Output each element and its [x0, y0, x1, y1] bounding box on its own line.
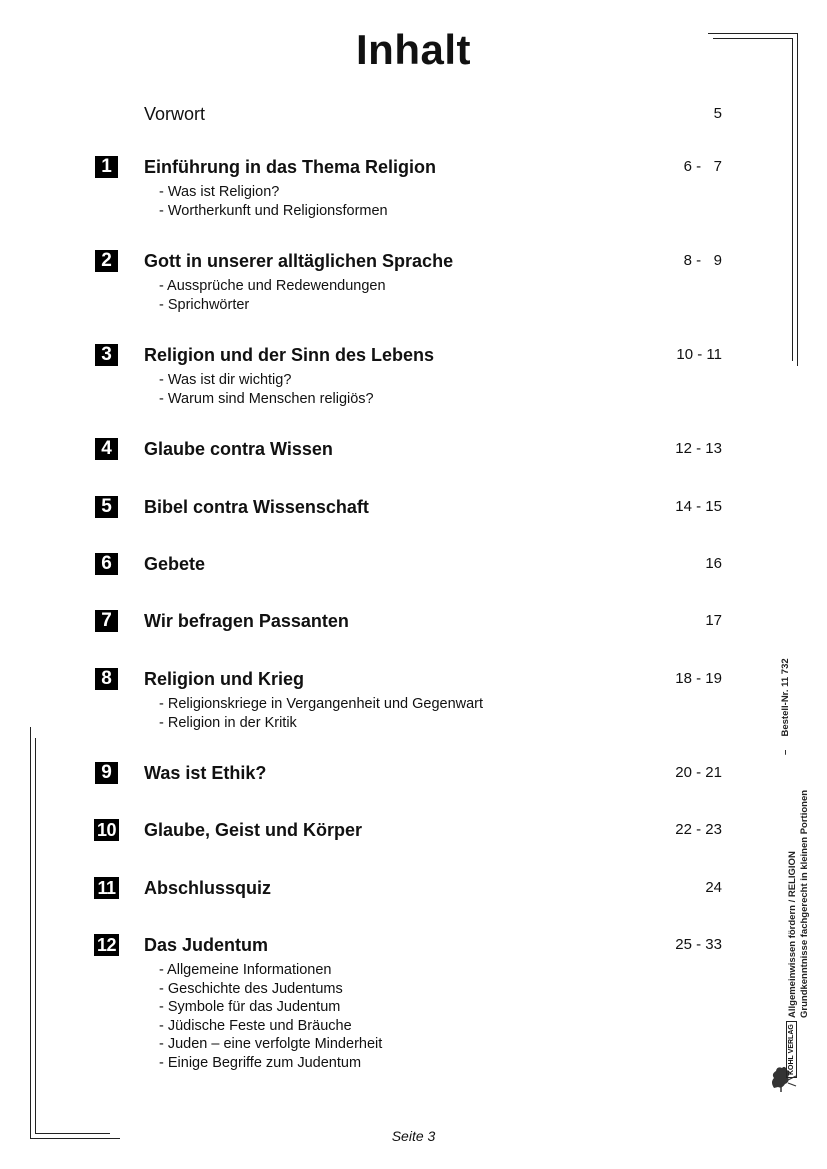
toc-subitem: - Religion in der Kritik: [159, 714, 297, 731]
chapter-number-badge: 7: [95, 610, 118, 632]
toc-heading: Religion und Krieg: [144, 669, 304, 689]
toc-pages: 5: [713, 105, 722, 122]
toc-subitem: - Jüdische Feste und Bräuche: [159, 1017, 352, 1034]
toc-heading: Religion und der Sinn des Lebens: [144, 345, 435, 365]
frame-line: [708, 33, 797, 34]
page-title: Inhalt: [356, 26, 471, 73]
order-separator: –: [780, 749, 791, 755]
chapter-number-badge: 6: [95, 553, 118, 575]
toc-subitem: - Was ist Religion?: [159, 184, 280, 200]
frame-line: [30, 727, 31, 1138]
toc-pages: 17: [705, 612, 722, 629]
chapter-number-badge: 2: [95, 250, 118, 272]
toc-heading: Gebete: [144, 554, 206, 574]
toc-heading: Gott in unserer alltäglichen Sprache: [144, 251, 454, 271]
toc-sublist: [159, 371, 374, 408]
toc-pages: 12 - 13: [675, 440, 722, 457]
toc-pages: 14 - 15: [675, 498, 722, 515]
chapter-number-badge: 11: [94, 877, 119, 899]
chapter-number-badge: 1: [95, 156, 118, 178]
toc-pages: 24: [705, 879, 722, 896]
chapter-number-badge: 8: [95, 668, 118, 690]
chapter-number-badge: 12: [94, 934, 119, 956]
toc-subitem: - Juden – eine verfolgte Minderheit: [159, 1036, 383, 1052]
toc-pages: 10 - 11: [676, 346, 722, 363]
chapter-number-badge: 10: [94, 819, 119, 841]
toc-subitem: - Symbole für das Judentum: [159, 999, 341, 1015]
toc-sublist: [159, 183, 388, 220]
chapter-number-badge: 5: [95, 496, 118, 518]
frame-line: [792, 38, 793, 361]
toc-subitem: - Sprichwörter: [159, 296, 250, 313]
series-subtitle: Grundkenntnisse fachgerecht in kleinen Portionen: [799, 789, 810, 1018]
frame-line: [797, 33, 798, 366]
publisher-name: KOHL VERLAG: [786, 1021, 797, 1078]
order-number-text: Bestell-Nr. 11 732: [780, 658, 791, 737]
toc-sublist: [159, 961, 382, 1072]
page-number: Seite 3: [391, 1128, 436, 1144]
toc-subitem: - Religionskriege in Vergangenheit und Gegenwart: [159, 696, 484, 712]
frame-line: [35, 738, 36, 1133]
chapter-number-badge: 9: [95, 762, 118, 784]
toc-heading: Das Judentum: [144, 935, 269, 955]
toc-subitem: - Allgemeine Informationen: [159, 962, 332, 978]
chapter-number-badge: 4: [95, 438, 118, 460]
series-title: Allgemeinwissen fördern / RELIGION: [787, 851, 798, 1018]
toc-subitem: - Wortherkunft und Religionsformen: [159, 202, 388, 219]
order-number: [780, 658, 791, 755]
toc-heading: Glaube, Geist und Körper: [144, 820, 363, 840]
toc-heading: Was ist Ethik?: [144, 763, 267, 783]
toc-heading: Abschlussquiz: [144, 878, 272, 898]
toc-pages: 8 - 9: [683, 252, 722, 269]
toc-subitem: - Geschichte des Judentums: [159, 980, 343, 997]
frame-line: [713, 38, 792, 39]
toc-subitem: - Was ist dir wichtig?: [159, 372, 292, 388]
toc-sublist: [159, 277, 386, 314]
toc-pages: 18 - 19: [675, 670, 722, 687]
toc-pages: 25 - 33: [675, 936, 722, 953]
toc-pages: 16: [705, 555, 722, 572]
toc-heading: Glaube contra Wissen: [144, 439, 333, 459]
toc-subitem: - Aussprüche und Redewendungen: [159, 278, 386, 294]
chapter-number-badge: 3: [95, 344, 118, 366]
toc-pages: 6 - 7: [683, 158, 722, 175]
toc-heading: Wir befragen Passanten: [144, 611, 349, 631]
toc-heading: Vorwort: [144, 104, 206, 124]
toc-sublist: [159, 695, 483, 732]
toc-heading: Einführung in das Thema Religion: [144, 157, 437, 177]
toc-pages: 22 - 23: [675, 821, 722, 838]
toc-pages: 20 - 21: [675, 764, 722, 781]
toc-subitem: - Warum sind Menschen religiös?: [159, 390, 374, 407]
toc-subitem: - Einige Begriffe zum Judentum: [159, 1054, 362, 1071]
toc-heading: Bibel contra Wissenschaft: [144, 497, 369, 517]
